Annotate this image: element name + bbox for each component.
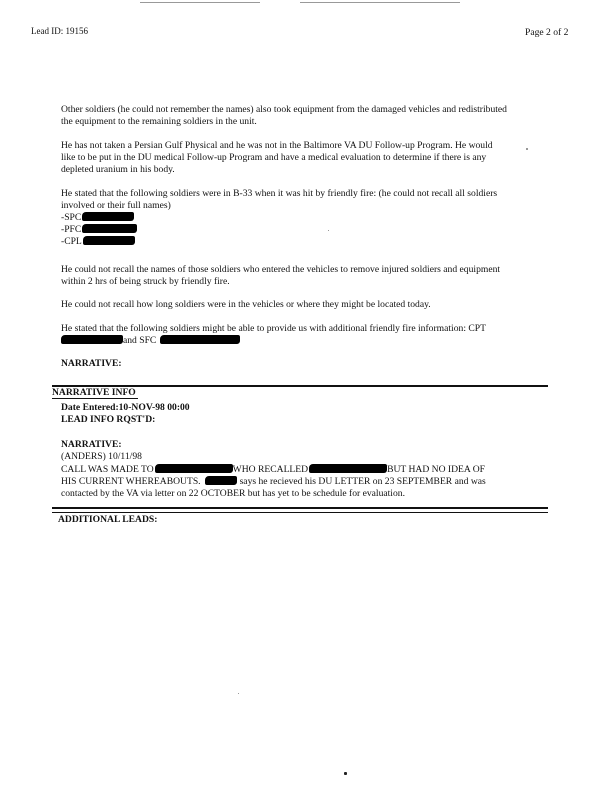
paragraph-redistributed-equipment: Other soldiers (he could not remember the names) also took equipment from the damaged vehicles and redistributed the equipment to the remaining soldiers in the unit. xyxy=(61,104,507,127)
narrative-line-2: HIS CURRENT WHEREABOUTS. says he recieved his DU LETTER on 23 SEPTEMBER and was xyxy=(61,476,486,487)
scan-artifact xyxy=(140,2,260,3)
scan-speck xyxy=(344,772,347,775)
list-item: -PFC xyxy=(61,224,541,236)
scan-speck xyxy=(526,148,528,150)
redaction xyxy=(82,212,134,221)
redaction xyxy=(155,464,233,473)
paragraph-du-followup: He has not taken a Persian Gulf Physical and he was not in the Baltimore VA DU Follow-up Program. He would like to be put in the DU medical Follow-up Program and have a medical evaluation to determine if there is any depleted uranium in his body. xyxy=(61,140,493,175)
list-item: -CPL xyxy=(61,236,541,248)
narrative-label-2: NARRATIVE: xyxy=(61,439,122,450)
redaction xyxy=(309,464,387,473)
scan-speck xyxy=(328,230,329,231)
narrative-info-heading: NARRATIVE INFO xyxy=(52,387,136,398)
section-divider xyxy=(52,512,548,513)
scan-speck xyxy=(238,693,239,694)
redaction xyxy=(160,335,240,344)
narrative-line-3: contacted by the VA via letter on 22 OCTOBER but has yet to be schedule for evaluation. xyxy=(61,488,405,499)
scan-artifact xyxy=(300,2,460,3)
redaction xyxy=(205,476,237,485)
page-number: Page 2 of 2 xyxy=(525,27,569,38)
entry-author: (ANDERS) 10/11/98 xyxy=(61,451,142,462)
soldier-list xyxy=(61,212,541,248)
heading-underline xyxy=(52,398,138,399)
narrative-line-1: CALL WAS MADE TO WHO RECALLED BUT HAD NO IDEA OF xyxy=(61,464,485,475)
section-divider xyxy=(52,507,548,509)
lead-info-requested: LEAD INFO RQST'D: xyxy=(61,414,156,425)
paragraph-soldiers-b33: He stated that the following soldiers were in B-33 when it was hit by friendly fire: (he could not recall all soldiers involved or their full names) xyxy=(61,188,498,211)
redaction xyxy=(61,335,123,344)
paragraph-additional-info: He stated that the following soldiers might be able to provide us with additional friendly fire information: CPT and SFC xyxy=(61,323,486,346)
additional-leads-heading: ADDITIONAL LEADS: xyxy=(58,514,158,525)
list-item: -SPC xyxy=(61,212,541,224)
lead-id: Lead ID: 19156 xyxy=(31,26,88,36)
redaction xyxy=(82,224,137,233)
paragraph-injured-soldiers: He could not recall the names of those soldiers who entered the vehicles to remove injured soldiers and equipment within 2 hrs of being struck by friendly fire. xyxy=(61,264,501,287)
narrative-label: NARRATIVE: xyxy=(61,358,122,369)
paragraph-vehicle-time: He could not recall how long soldiers were in the vehicles or where they might be located today. xyxy=(61,299,431,310)
redaction xyxy=(83,236,135,245)
date-entered: Date Entered:10-NOV-98 00:00 xyxy=(61,402,190,413)
